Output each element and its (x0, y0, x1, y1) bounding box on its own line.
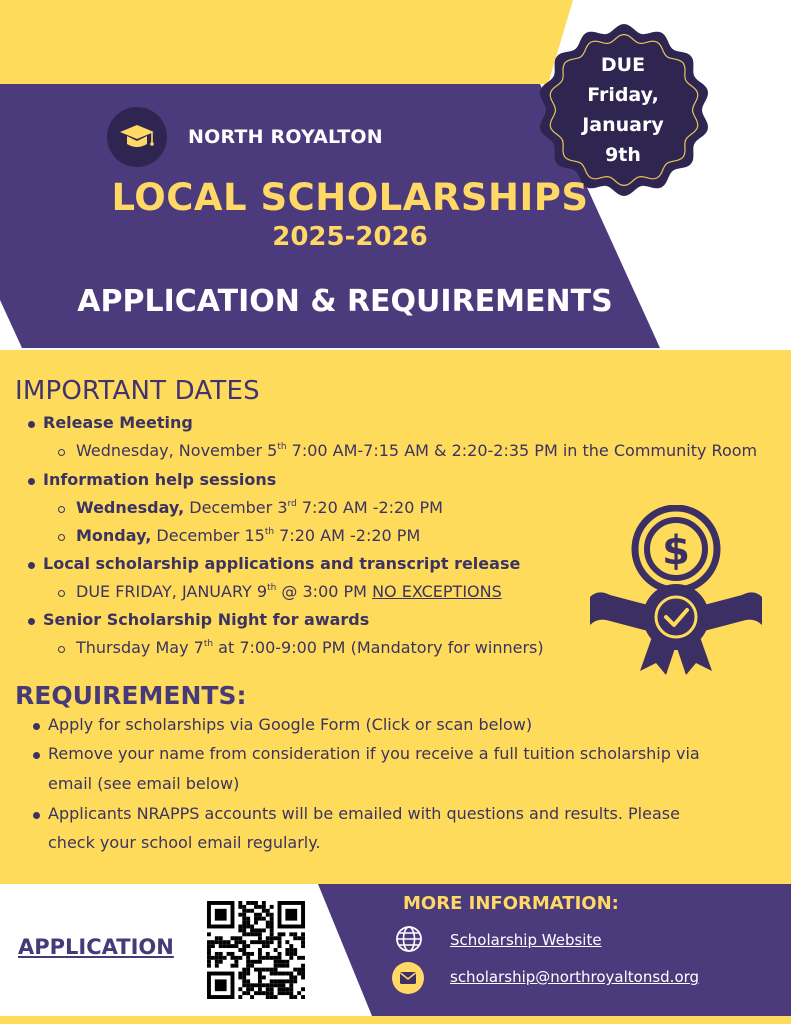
sub-bullet (58, 534, 65, 541)
scholarship-website-link[interactable]: Scholarship Website (450, 931, 602, 949)
ordinal: th (203, 639, 214, 649)
text: Wednesday, November 5 (76, 441, 278, 460)
important-dates-heading: IMPORTANT DATES (15, 376, 260, 406)
text: 7:00 AM-7:15 AM & 2:20-2:35 PM in the Community Room (286, 441, 758, 460)
text: December 3 (184, 498, 288, 517)
requirement-1: Apply for scholarships via Google Form (Click or scan below) (48, 715, 533, 734)
requirement-2-cont: email (see email below) (48, 774, 240, 793)
requirement-3-cont: check your school email regularly. (48, 833, 321, 852)
application-link[interactable]: APPLICATION (18, 935, 174, 959)
email-link[interactable]: scholarship@northroyaltonsd.org (450, 968, 700, 986)
help-sessions-label: Information help sessions (43, 470, 277, 489)
release-meeting-label: Release Meeting (43, 413, 193, 432)
ordinal: th (267, 583, 277, 593)
scholarship-night-detail (76, 638, 544, 657)
help-session-2 (76, 526, 420, 545)
bullet (28, 618, 35, 625)
ordinal: rd (287, 499, 297, 509)
due-line: Friday, (587, 84, 659, 106)
mail-icon (392, 962, 424, 994)
scholarship-night-label: Senior Scholarship Night for awards (43, 610, 370, 629)
due-line: 9th (605, 144, 641, 166)
due-badge-text (548, 50, 698, 170)
day: Monday, (76, 526, 152, 545)
applications-deadline (76, 582, 502, 601)
text: Thursday May 7 (76, 638, 204, 657)
bullet (33, 812, 40, 819)
sub-bullet (58, 646, 65, 653)
graduation-cap-icon (107, 107, 167, 167)
sub-bullet (58, 506, 65, 513)
requirement-2: Remove your name from consideration if you receive a full tuition scholarship via (48, 744, 700, 763)
bullet (28, 562, 35, 569)
requirements-heading: REQUIREMENTS: (15, 681, 247, 710)
bullet (33, 752, 40, 759)
text: December 15 (151, 526, 265, 545)
globe-icon (394, 924, 424, 954)
text: DUE FRIDAY, JANUARY 9 (76, 582, 268, 601)
ordinal: th (264, 527, 275, 537)
text: 7:20 AM -2:20 PM (274, 526, 421, 545)
requirement-3: Applicants NRAPPS accounts will be emailed with questions and results. Please (48, 804, 680, 823)
more-information-heading: MORE INFORMATION: (403, 893, 619, 914)
ordinal: th (277, 442, 287, 452)
bullet (28, 421, 35, 428)
help-session-1 (76, 498, 443, 517)
release-meeting-detail (76, 441, 757, 460)
text: @ 3:00 PM (276, 582, 373, 601)
svg-text:$: $ (662, 528, 690, 574)
no-exceptions: NO EXCEPTIONS (372, 582, 502, 601)
text: at 7:00-9:00 PM (Mandatory for winners) (213, 638, 544, 657)
sub-bullet (58, 590, 65, 597)
text: 7:20 AM -2:20 PM (296, 498, 443, 517)
school-year: 2025-2026 (272, 222, 428, 252)
due-line: January (582, 114, 664, 136)
bullet (33, 723, 40, 730)
day: Wednesday, (76, 498, 185, 517)
bullet (28, 478, 35, 485)
main-title: LOCAL SCHOLARSHIPS (111, 176, 589, 219)
qr-code[interactable] (207, 901, 305, 999)
dollar-award-icon (588, 505, 764, 681)
applications-label: Local scholarship applications and transcript release (43, 554, 521, 573)
sub-bullet (58, 449, 65, 456)
due-line: DUE (600, 54, 646, 76)
subtitle: APPLICATION & REQUIREMENTS (77, 284, 613, 319)
org-name: NORTH ROYALTON (188, 126, 383, 148)
